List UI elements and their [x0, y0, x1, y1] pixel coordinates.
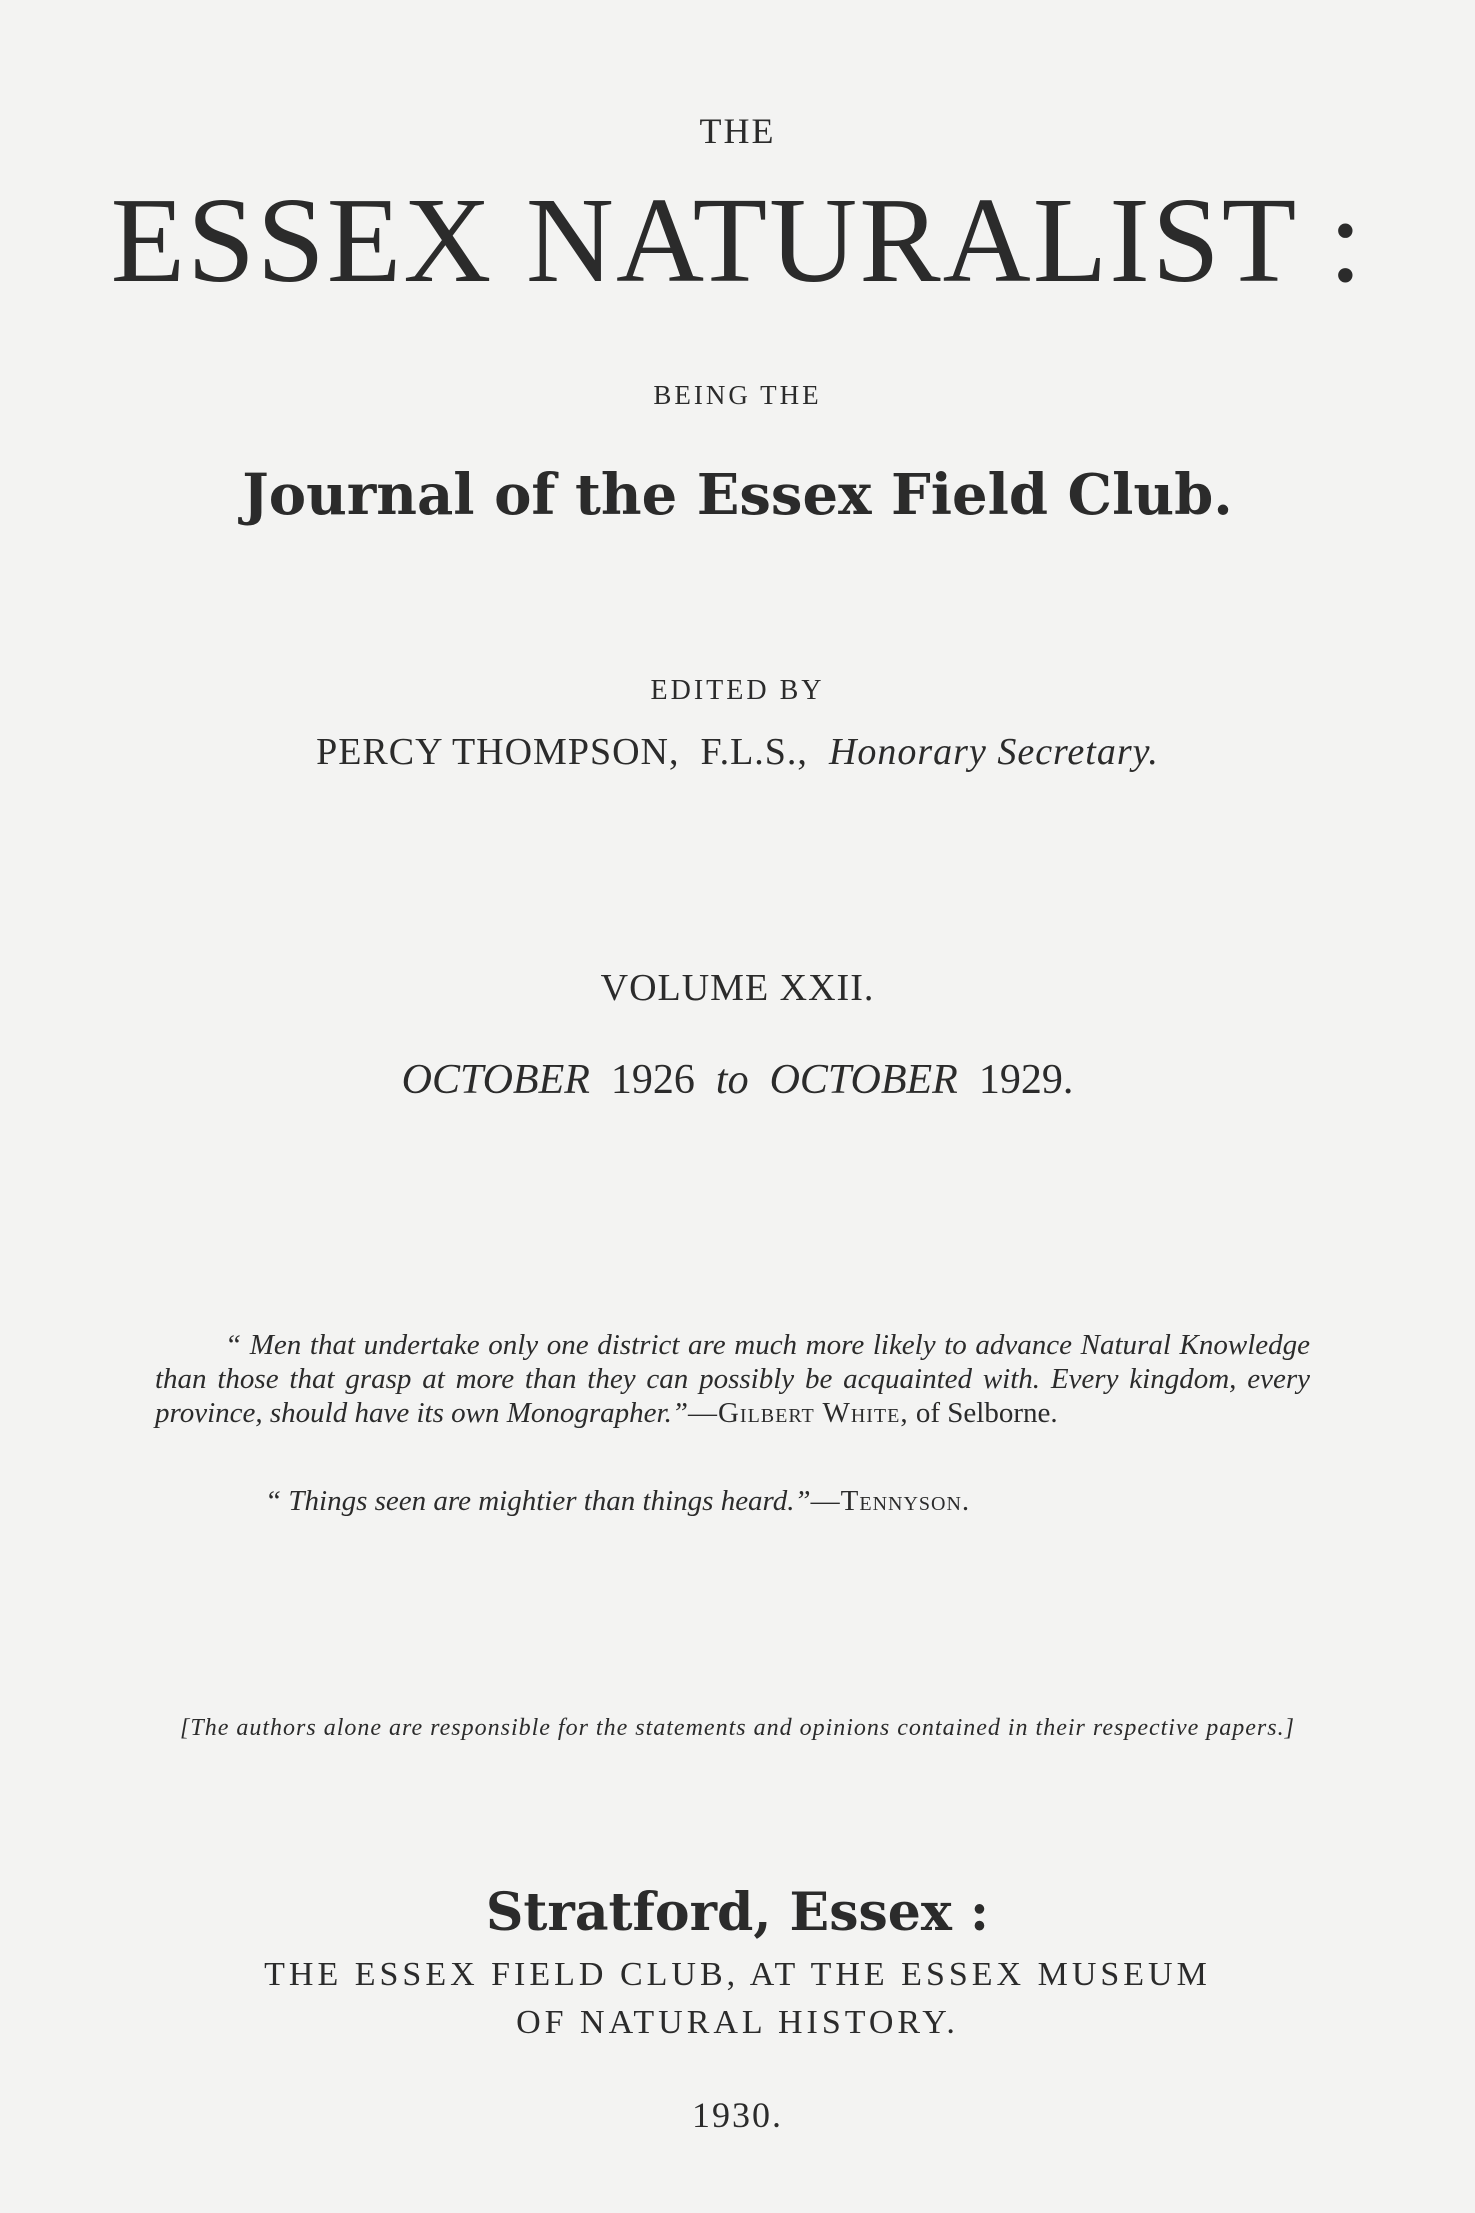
white-quote — [155, 1328, 1310, 1430]
tennyson-quote — [155, 1484, 1310, 1518]
white-quote-place: of Selborne. — [908, 1397, 1058, 1429]
editor-role: Honorary Secretary. — [828, 731, 1159, 773]
publisher-line-1: THE ESSEX FIELD CLUB, AT THE ESSEX MUSEUM — [264, 1956, 1211, 1993]
journal-title-text: ESSEX NATURALIST — [110, 173, 1297, 308]
publication-year: 1930. — [692, 2095, 783, 2135]
to-year: 1929. — [978, 1057, 1074, 1103]
tennyson-quote-text: “ Things seen are mightier than things heard.” — [265, 1485, 811, 1517]
disclaimer-note: [The authors alone are responsible for the statements and opinions contained in their respective papers.] — [180, 1715, 1295, 1741]
publisher-place: Stratford, Essex : — [485, 1882, 990, 1943]
from-month: OCTOBER — [401, 1057, 590, 1103]
journal-subtitle: Journal of the Essex Field Club. — [242, 462, 1233, 528]
from-year: 1926 — [610, 1057, 695, 1103]
editor-degree: F.L.S., — [700, 731, 808, 773]
volume-dates — [0, 1056, 1475, 1104]
date-to: to — [715, 1057, 749, 1103]
journal-title — [0, 173, 1475, 308]
editor-name: PERCY THOMPSON, — [316, 731, 680, 773]
volume-label: VOLUME XXII. — [600, 967, 875, 1009]
title-article: THE — [699, 111, 776, 151]
white-quote-author: —Gilbert White, — [687, 1397, 909, 1429]
being-the-label: BEING THE — [653, 380, 822, 410]
white-quote-text: “ Men that undertake only one district are much more likely to advance Natural Knowledge than those that grasp at more than they can possibly be acquainted with. Every kingdom, every province, should have its own Monographer.” — [155, 1329, 1310, 1429]
edited-by-label: EDITED BY — [650, 675, 825, 706]
editor-line — [0, 730, 1475, 774]
tennyson-quote-author: —Tennyson. — [810, 1485, 971, 1517]
journal-title-colon: : — [1328, 173, 1365, 308]
to-month: OCTOBER — [769, 1057, 958, 1103]
publisher-line-2: OF NATURAL HISTORY. — [516, 2004, 959, 2041]
